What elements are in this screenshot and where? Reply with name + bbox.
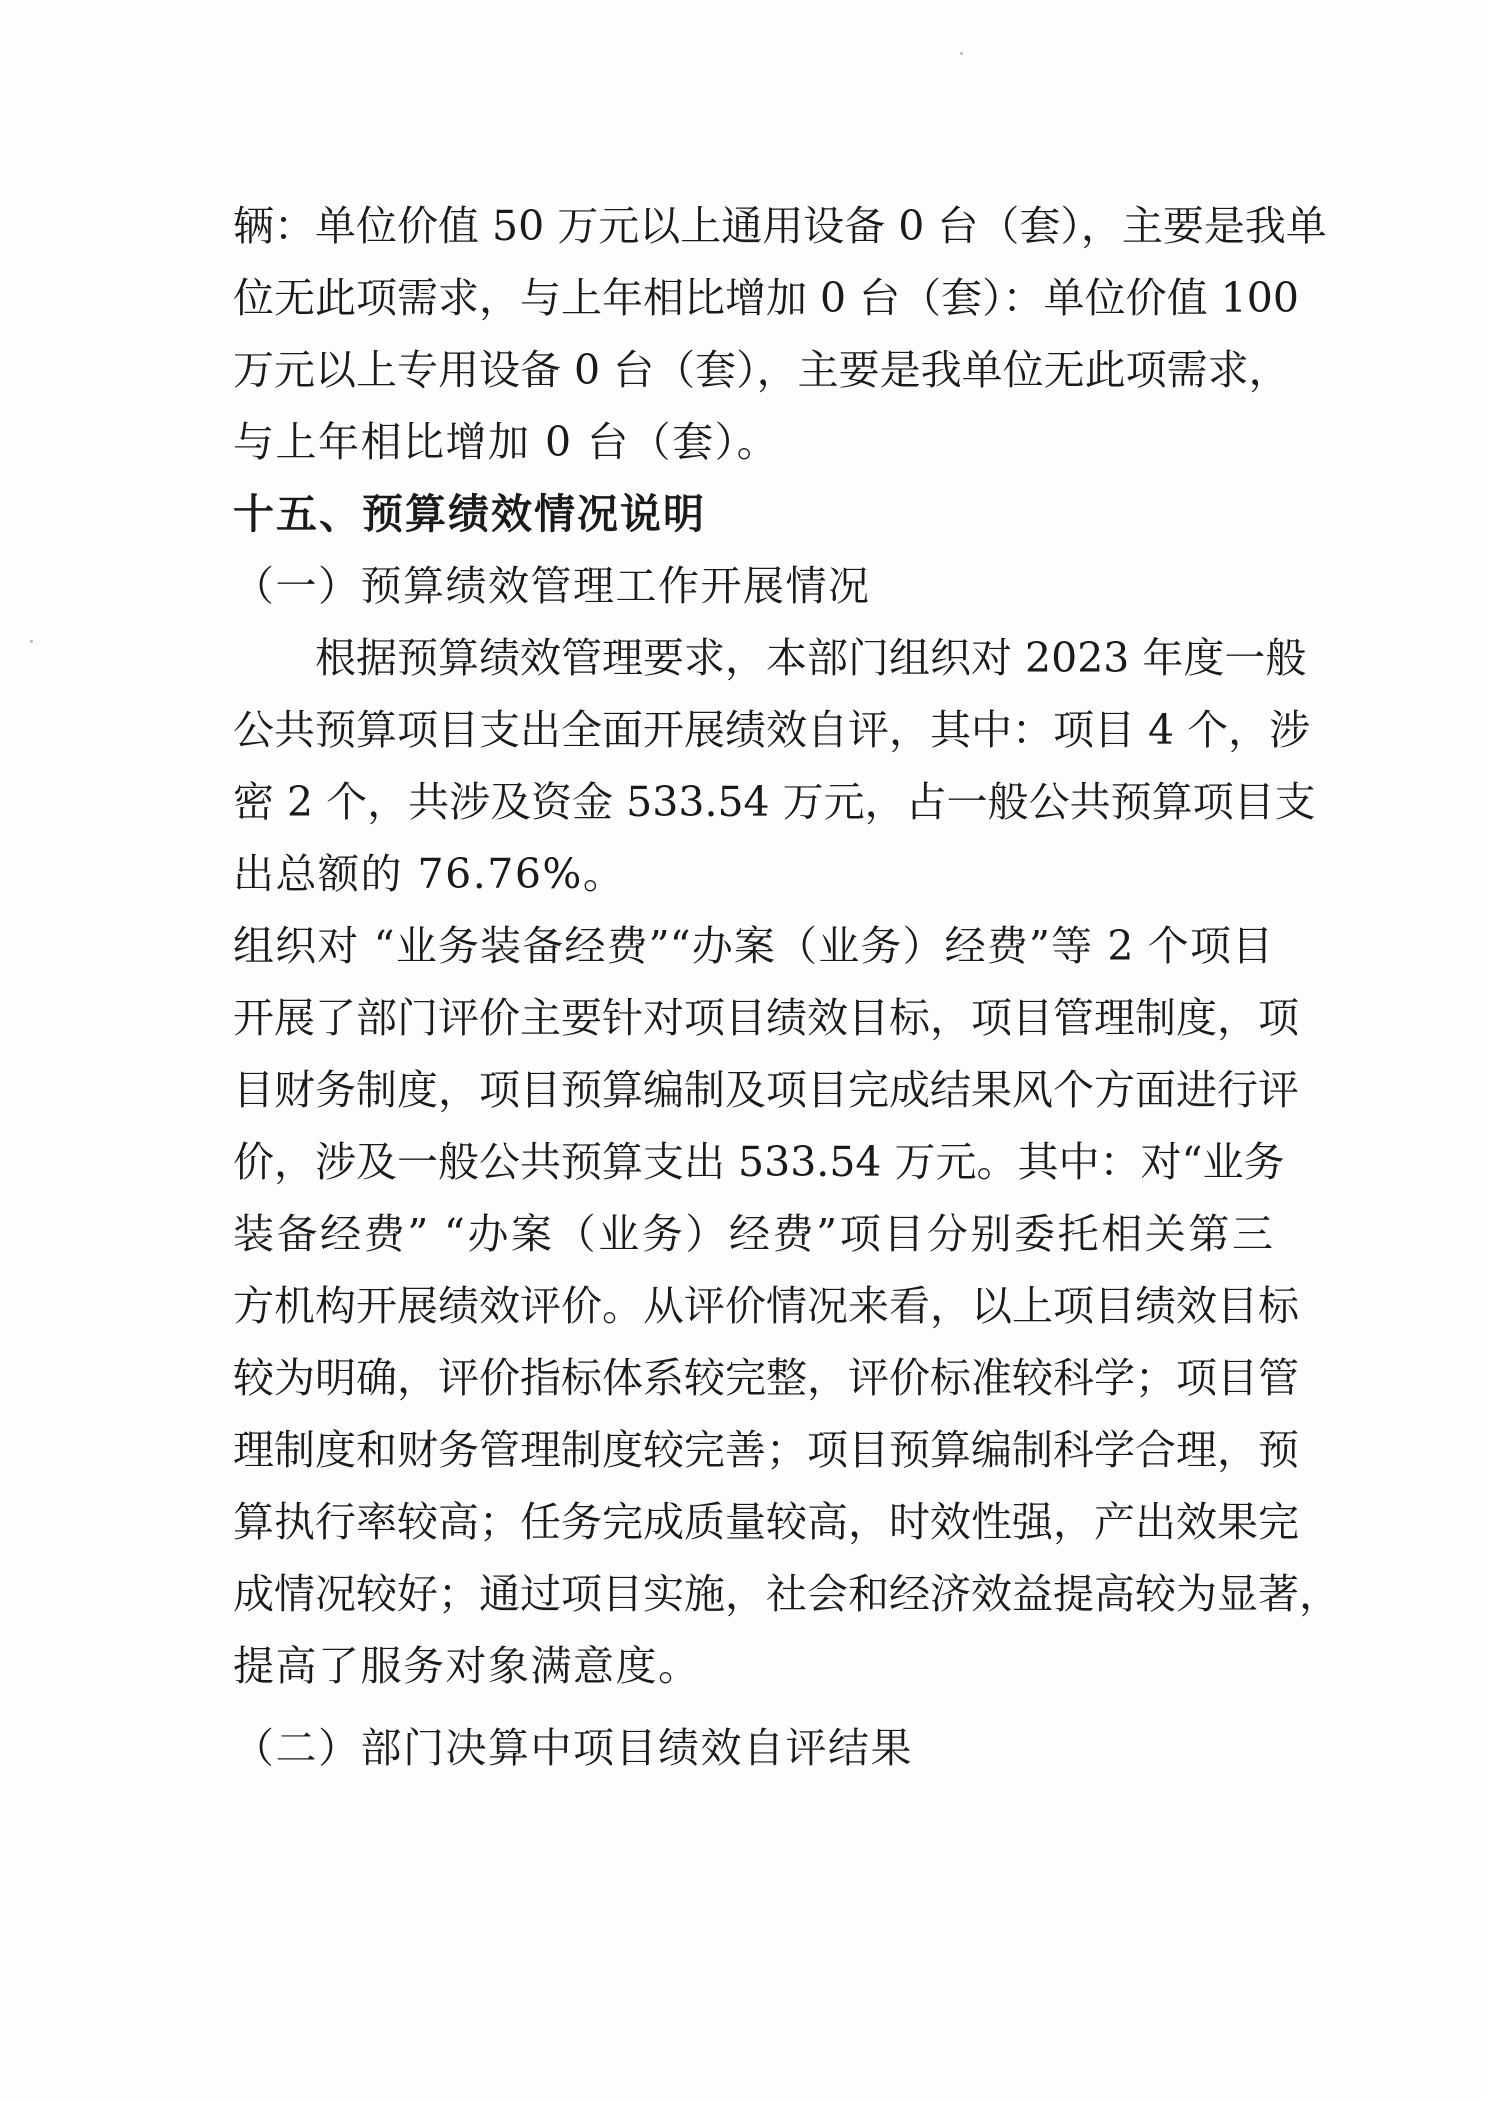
paragraph-line: 装备经费” “办案（业务）经费”项目分别委托相关第三 [233, 1210, 1273, 1258]
paragraph-line: 算执行率较高；任务完成质量较高，时效性强，产出效果完 [233, 1498, 1299, 1546]
paragraph-line: 根据预算绩效管理要求，本部门组织对 2023 年度一般 [315, 634, 1307, 682]
paragraph-line: 目财务制度，项目预算编制及项目完成结果风个方面进行评 [233, 1066, 1299, 1114]
paragraph-line: 理制度和财务管理制度较完善；项目预算编制科学合理，预 [233, 1426, 1299, 1474]
scan-speck [30, 640, 33, 643]
scan-speck [960, 52, 963, 55]
document-body [233, 190, 1340, 1784]
paragraph-line: 成情况较好；通过项目实施，社会和经济效益提高较为显著， [233, 1570, 1340, 1618]
subsection-heading: （二）部门决算中项目绩效自评结果 [233, 1724, 913, 1772]
continuation-line: 位无此项需求，与上年相比增加 0 台（套）：单位价值 100 [233, 274, 1299, 322]
continuation-line: 万元以上专用设备 0 台（套），主要是我单位无此项需求， [233, 346, 1290, 394]
section-heading: 十五、预算绩效情况说明 [233, 490, 706, 538]
continuation-line: 与上年相比增加 0 台（套）。 [233, 418, 780, 466]
paragraph-line: 出总额的 76.76%。 [233, 850, 626, 898]
paragraph-line: 提高了服务对象满意度。 [233, 1642, 701, 1690]
paragraph-line: 开展了部门评价主要针对项目绩效目标，项目管理制度，项 [233, 994, 1299, 1042]
paragraph-line: 较为明确，评价指标体系较完整，评价标准较科学；项目管 [233, 1354, 1299, 1402]
subsection-heading: （一）预算绩效管理工作开展情况 [233, 562, 871, 610]
continuation-line: 辆：单位价值 50 万元以上通用设备 0 台（套），主要是我单 [233, 202, 1327, 250]
paragraph-line: 价，涉及一般公共预算支出 533.54 万元。其中：对“业务 [233, 1138, 1285, 1186]
paragraph-line: 方机构开展绩效评价。从评价情况来看，以上项目绩效目标 [233, 1282, 1299, 1330]
paragraph-line: 组织对 “业务装备经费”“办案（业务）经费”等 2 个项目 [233, 922, 1273, 970]
paragraph-line: 公共预算项目支出全面开展绩效自评，其中：项目 4 个，涉 [233, 706, 1311, 754]
paragraph-line: 密 2 个，共涉及资金 533.54 万元，占一般公共预算项目支 [233, 778, 1316, 826]
